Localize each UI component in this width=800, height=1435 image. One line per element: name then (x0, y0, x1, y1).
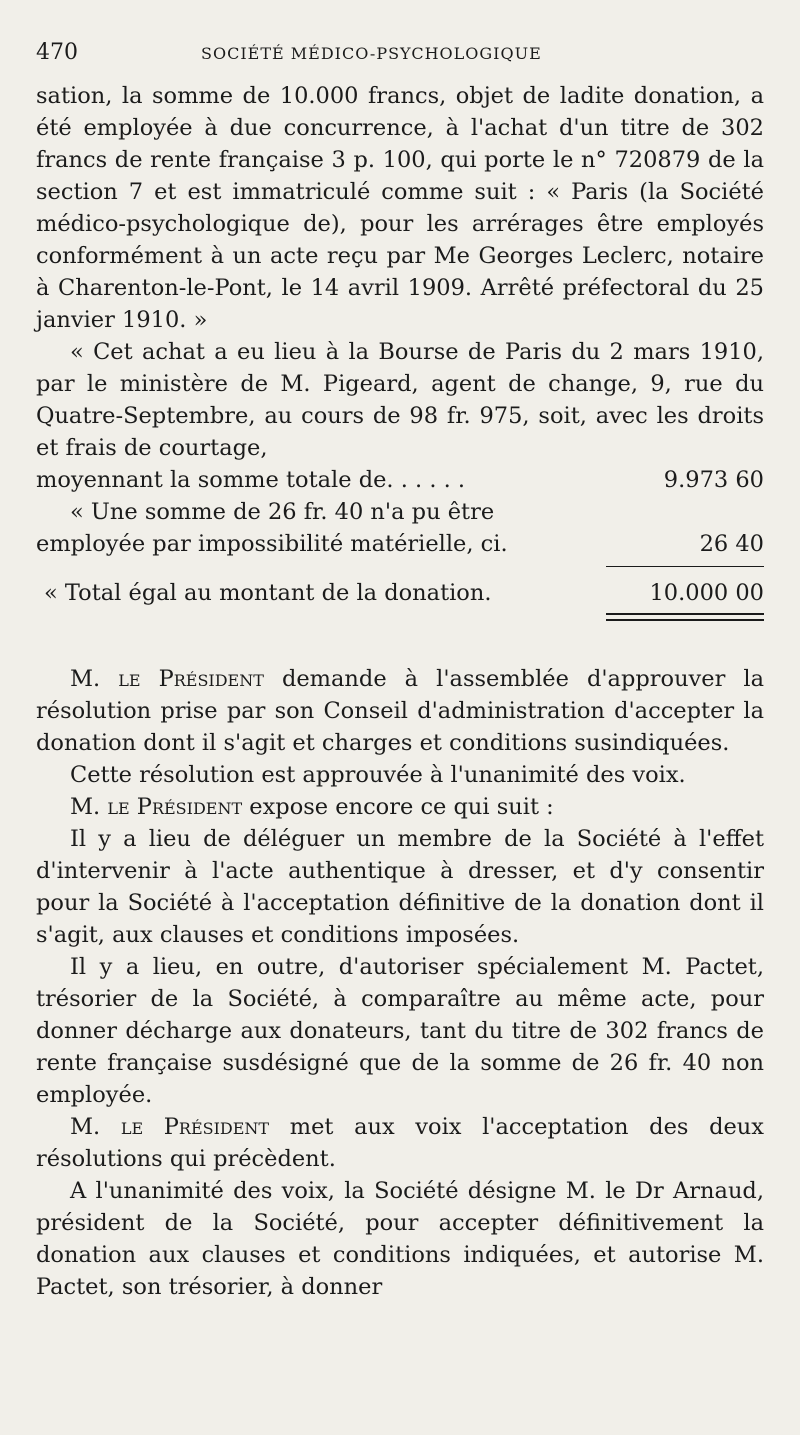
paragraph-7: Il y a lieu, en outre, d'autoriser spécialement M. Pactet, trésorier de la Société, à comparaître au même acte, pour donner décharge aux donateurs, tant du titre de 302 francs de rente française susdésigné que de la somme de 26 fr. 40 non employée. (36, 954, 764, 1108)
page-number: 470 (36, 40, 78, 65)
ledger-total-amount: 10.000 00 (649, 580, 764, 606)
section-gap (36, 621, 764, 663)
ledger-line-2 (36, 528, 764, 560)
paragraph-8 (36, 1111, 764, 1175)
document-page (36, 40, 764, 1303)
paragraph-3 (36, 663, 764, 759)
paragraph-5-text: expose encore ce qui suit : (242, 794, 554, 820)
speaker-label: M. le Président (70, 666, 264, 692)
total-double-rule (606, 613, 764, 621)
paragraph-1: sation, la somme de 10.000 francs, objet de ladite donation, a été employée à due concurrence, à l'achat d'un titre de 302 francs de rente française 3 p. 100, qui porte le n° 720879 de la section 7 et est immatriculé comme suit : « Paris (la Société médico-psychologique de), pour les arrérages être employés conformément à un acte reçu par Me Georges Leclerc, notaire à Charenton-le-Pont, le 14 avril 1909. Arrêté préfectoral du 25 janvier 1910. » (36, 83, 764, 333)
page-header (36, 40, 764, 80)
paragraph-6: Il y a lieu de déléguer un membre de la Société à l'effet d'intervenir à l'acte authentique à dresser, et d'y consentir pour la Société à l'acceptation définitive de la donation dont il s'agit, aux clauses et conditions imposées. (36, 826, 764, 948)
paragraph-9: A l'unanimité des voix, la Société désigne M. le Dr Arnaud, président de la Société, pour accepter définitivement la donation aux clauses et conditions indiquées, et autorise M. Pactet, son trésorier, à donner (36, 1178, 764, 1300)
ledger-line-1-amount: 9.973 60 (663, 467, 764, 493)
speaker-label: M. le Président (70, 1114, 270, 1140)
paragraph-4: Cette résolution est approuvée à l'unanimité des voix. (70, 762, 686, 788)
running-title: SOCIÉTÉ MÉDICO-PSYCHOLOGIQUE (201, 44, 542, 63)
ledger-line-1-text: moyennant la somme totale de. . . . . . (36, 467, 466, 493)
ledger-line-2-text-2: employée par impossibilité matérielle, ci. (36, 531, 508, 557)
ledger-total-text: « Total égal au montant de la donation. (44, 580, 492, 606)
paragraph-3-text: demande à l'assemblée d'approuver la résolution prise par son Conseil d'administration d'accepter la donation dont il s'agit et charges et conditions susindiquées. (36, 666, 764, 756)
ledger-line-2-text-1: « Une somme de 26 fr. 40 n'a pu être (70, 499, 495, 525)
sum-rule (606, 566, 764, 567)
paragraph-5 (36, 791, 764, 823)
paragraph-8-text: met aux voix l'acceptation des deux résolutions qui précèdent. (36, 1114, 764, 1172)
ledger-line-2-amount: 26 40 (699, 531, 764, 557)
ledger-total-line (36, 577, 764, 609)
ledger-line-1 (36, 464, 764, 496)
paragraph-2: « Cet achat a eu lieu à la Bourse de Paris du 2 mars 1910, par le ministère de M. Pigeard, agent de change, 9, rue du Quatre-Septembre, au cours de 98 fr. 975, soit, avec les droits et frais de courtage, (36, 339, 764, 461)
speaker-label: M. le Président (70, 794, 243, 820)
